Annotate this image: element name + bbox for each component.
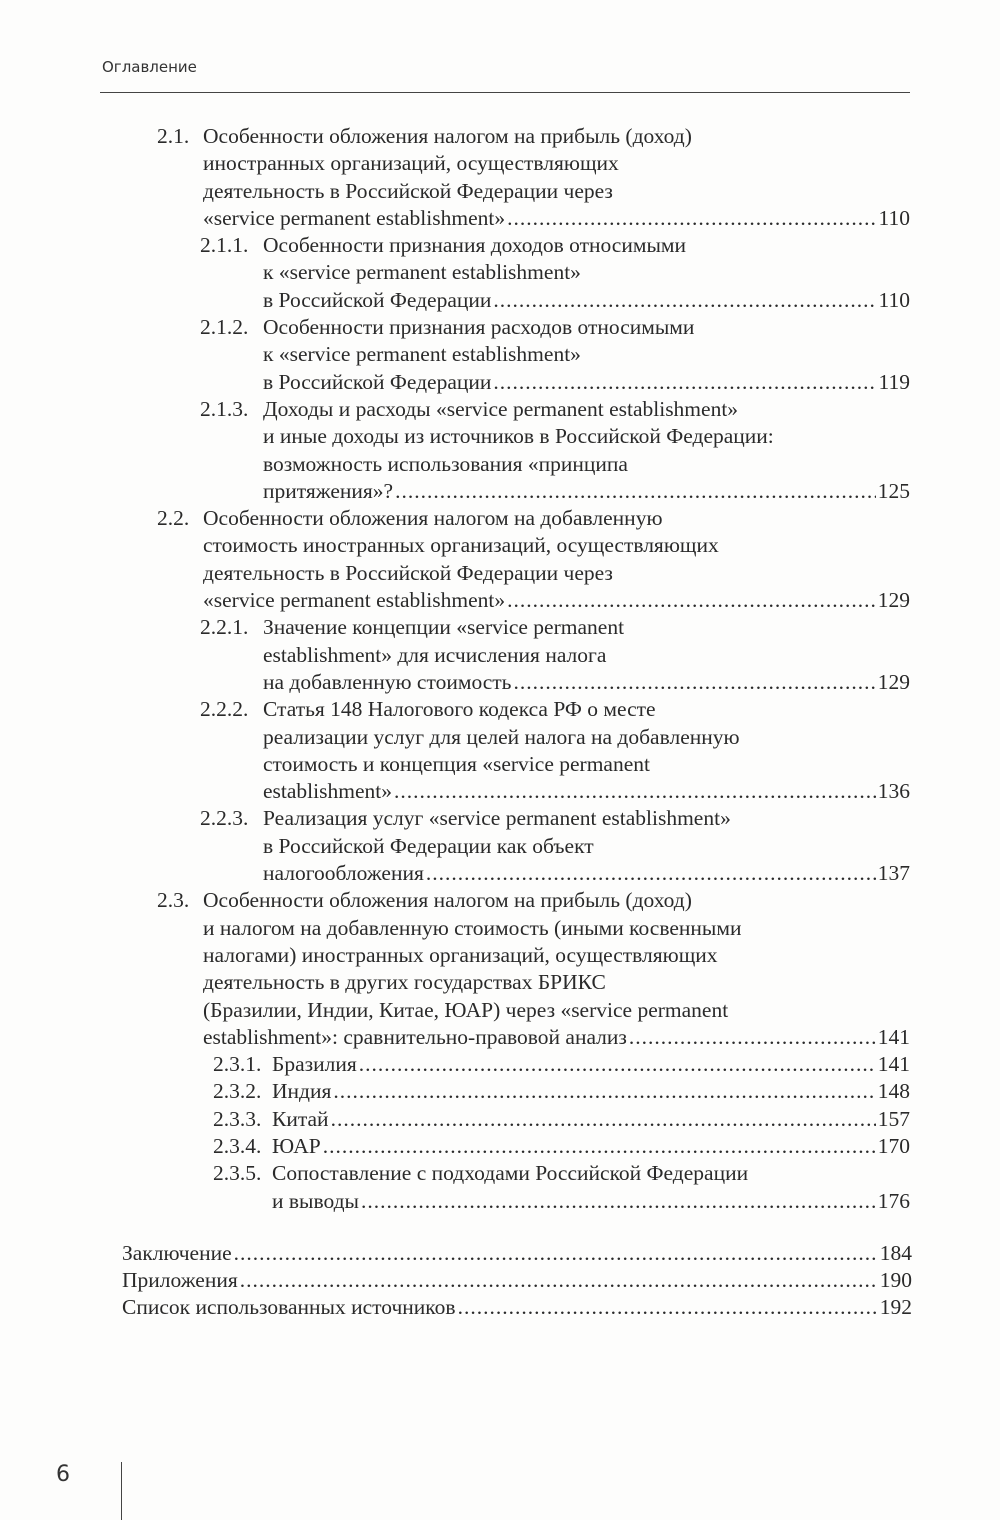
toc-entry[interactable] — [0, 1267, 1000, 1294]
toc-entry-text: Особенности обложения налогом на добавленную — [203, 506, 663, 531]
toc-entry[interactable] — [0, 614, 1000, 696]
toc-entry-text: Значение концепции «service permanent — [263, 615, 625, 640]
toc-entry-text: Доходы и расходы «service permanent establishment» — [263, 396, 739, 421]
toc-entry-text: и налогом на добавленную стоимость (иными косвенными — [203, 915, 742, 940]
toc-entry-number: 2.3.2. — [213, 1079, 262, 1104]
toc-entry-line — [0, 942, 910, 969]
toc-page-number: 170 — [877, 1133, 910, 1158]
toc-entry[interactable] — [0, 887, 1000, 1051]
toc-entry-line — [0, 833, 910, 860]
dot-leader — [426, 860, 876, 887]
toc-page-number: 141 — [877, 1024, 910, 1049]
toc-page-number: 190 — [879, 1268, 912, 1293]
toc-entry-text: к «service permanent establishment» — [263, 342, 581, 367]
toc-entry-line — [0, 423, 910, 450]
dot-leader — [629, 1024, 876, 1051]
toc-entry-text: и иные доходы из источников в Российской Федерации: — [263, 424, 774, 449]
toc-entry-text: establishment» — [263, 779, 392, 804]
toc-entry-line — [0, 997, 910, 1024]
toc-entry-text: Сопоставление с подходами Российской Федерации — [272, 1161, 749, 1186]
toc-entry-line — [0, 805, 910, 832]
dot-leader — [458, 1294, 878, 1321]
running-header: Оглавление — [102, 58, 197, 76]
toc-entry-line — [0, 778, 910, 805]
toc-entry-text: налогообложения — [263, 861, 424, 886]
toc-entry-text: Особенности признания расходов относимыми — [263, 315, 695, 340]
toc-entry-line — [0, 1188, 910, 1215]
toc-entry-line — [0, 751, 910, 778]
dot-leader — [394, 778, 876, 805]
toc-entry-text: возможность использования «принципа — [263, 451, 628, 476]
toc-page-number: 184 — [879, 1240, 912, 1265]
toc-entry-text: (Бразилии, Индии, Китае, ЮАР) через «service permanent — [203, 997, 729, 1022]
dot-leader — [493, 287, 876, 314]
toc-entry-line — [0, 1267, 912, 1294]
toc-page-number: 125 — [877, 478, 910, 503]
toc-entry-number: 2.2.3. — [200, 806, 249, 831]
toc-entry-text: Бразилия — [272, 1052, 357, 1077]
toc-entry-line — [0, 614, 910, 641]
page-number: 6 — [56, 1462, 70, 1487]
toc-entry-text: Особенности признания доходов относимыми — [263, 233, 687, 258]
toc-entry-line — [0, 1024, 910, 1051]
toc-entry-text: ЮАР — [272, 1133, 321, 1158]
toc-entry-text: в Российской Федерации — [263, 287, 492, 312]
toc-entry-line — [0, 1294, 912, 1321]
toc-entry-line — [0, 560, 910, 587]
dot-leader — [331, 1106, 876, 1133]
toc-entry-text: establishment»: сравнительно-правовой анализ — [203, 1024, 627, 1049]
toc-entry-line — [0, 696, 910, 723]
table-of-contents — [0, 123, 1000, 1322]
dot-leader — [513, 669, 875, 696]
toc-entry[interactable] — [0, 696, 1000, 805]
toc-entry-text: Список использованных источников — [122, 1295, 456, 1320]
toc-entry-line — [0, 669, 910, 696]
toc-page-number: 141 — [877, 1052, 910, 1077]
toc-page-number: 137 — [877, 861, 910, 886]
toc-entry[interactable] — [0, 1240, 1000, 1267]
toc-entry-number: 2.3. — [157, 888, 190, 913]
toc-entry-text: в Российской Федерации — [263, 369, 492, 394]
toc-entry-line — [0, 341, 910, 368]
toc-entry-text: стоимость и концепция «service permanent — [263, 751, 650, 776]
toc-entry-line — [0, 1160, 910, 1187]
toc-entry-number: 2.1. — [157, 124, 190, 148]
section-gap — [0, 1215, 1000, 1240]
toc-entry-text: стоимость иностранных организаций, осуществляющих — [203, 533, 719, 558]
dot-leader — [240, 1267, 878, 1294]
toc-entry-line — [0, 478, 910, 505]
dot-leader — [507, 587, 876, 614]
toc-entry-line — [0, 150, 910, 177]
toc-entry-line — [0, 396, 910, 423]
toc-entry-line — [0, 314, 910, 341]
toc-entry-line — [0, 860, 910, 887]
toc-entry-text: establishment» для исчисления налога — [263, 642, 607, 667]
toc-entry[interactable] — [0, 1078, 1000, 1105]
toc-entry-number: 2.3.1. — [213, 1052, 262, 1077]
toc-entry-line — [0, 1051, 910, 1078]
toc-entry[interactable] — [0, 1106, 1000, 1133]
toc-entry-text: Приложения — [122, 1268, 238, 1293]
toc-page-number: 129 — [877, 669, 910, 694]
toc-entry-line — [0, 287, 910, 314]
dot-leader — [395, 478, 876, 505]
toc-entry-line — [0, 259, 910, 286]
toc-entry-text: иностранных организаций, осуществляющих — [203, 151, 619, 176]
toc-entry[interactable] — [0, 396, 1000, 505]
toc-entry[interactable] — [0, 1133, 1000, 1160]
toc-page-number: 148 — [877, 1079, 910, 1104]
toc-entry-number: 2.1.1. — [200, 233, 249, 258]
toc-entry-text: Индия — [272, 1079, 332, 1104]
toc-entry-number: 2.1.2. — [200, 315, 249, 340]
toc-entry-text: Особенности обложения налогом на прибыль (доход) — [203, 124, 692, 148]
toc-page-number: 110 — [878, 205, 910, 230]
toc-entry-text: «service permanent establishment» — [203, 588, 506, 613]
toc-entry-line — [0, 642, 910, 669]
toc-entry[interactable] — [0, 1160, 1000, 1215]
toc-entry-text: деятельность в других государствах БРИКС — [203, 970, 606, 995]
toc-entry-line — [0, 532, 910, 559]
toc-entry-line — [0, 1106, 910, 1133]
toc-entry-line — [0, 1133, 910, 1160]
toc-entry-number: 2.1.3. — [200, 396, 249, 421]
toc-page-number: 192 — [879, 1295, 912, 1320]
toc-entry-text: Реализация услуг «service permanent establishment» — [263, 806, 731, 831]
toc-entry-number: 2.3.5. — [213, 1161, 262, 1186]
dot-leader — [234, 1240, 878, 1267]
toc-entry-text: деятельность в Российской Федерации через — [203, 178, 613, 203]
toc-entry[interactable] — [0, 805, 1000, 887]
dot-leader — [493, 369, 876, 396]
toc-entry-text: реализации услуг для целей налога на добавленную — [263, 724, 740, 749]
toc-entry-line — [0, 232, 910, 259]
toc-entry-text: налогами) иностранных организаций, осуществляющих — [203, 942, 718, 967]
toc-entry-line — [0, 887, 910, 914]
toc-entry-number: 2.2. — [157, 506, 190, 531]
toc-entry[interactable] — [0, 232, 1000, 314]
toc-entry[interactable] — [0, 123, 1000, 232]
toc-page-number: 119 — [878, 369, 910, 394]
toc-page-number: 136 — [877, 779, 910, 804]
toc-entry-line — [0, 1240, 912, 1267]
toc-entry-line — [0, 1078, 910, 1105]
toc-entry-line — [0, 205, 910, 232]
toc-entry[interactable] — [0, 314, 1000, 396]
toc-entry-number: 2.2.2. — [200, 697, 249, 722]
toc-entry-line — [0, 123, 910, 150]
toc-entry-text: и выводы — [272, 1188, 359, 1213]
toc-entry-text: Особенности обложения налогом на прибыль (доход) — [203, 888, 692, 913]
toc-entry-number: 2.3.3. — [213, 1106, 262, 1131]
toc-entry[interactable] — [0, 505, 1000, 614]
toc-entry-line — [0, 505, 910, 532]
toc-entry-text: на добавленную стоимость — [263, 669, 512, 694]
header-rule — [100, 92, 910, 93]
toc-entry-number: 2.3.4. — [213, 1133, 262, 1158]
toc-entry-text: Заключение — [122, 1240, 232, 1265]
toc-entry-line — [0, 724, 910, 751]
toc-entry-text: Статья 148 Налогового кодекса РФ о месте — [263, 697, 656, 722]
dot-leader — [361, 1188, 876, 1215]
toc-entry-text: притяжения»? — [263, 478, 394, 503]
toc-page-number: 176 — [877, 1188, 910, 1213]
toc-entry[interactable] — [0, 1294, 1000, 1321]
toc-entry-text: в Российской Федерации как объект — [263, 833, 594, 858]
toc-page-number: 110 — [878, 287, 910, 312]
dot-leader — [323, 1133, 876, 1160]
page-number-rule — [121, 1462, 122, 1520]
toc-entry-text: к «service permanent establishment» — [263, 260, 581, 285]
toc-entry-line — [0, 451, 910, 478]
dot-leader — [507, 205, 876, 232]
toc-entry-text: Китай — [272, 1106, 329, 1131]
toc-page-number: 157 — [877, 1106, 910, 1131]
toc-page-number: 129 — [877, 588, 910, 613]
toc-entry-text: деятельность в Российской Федерации через — [203, 560, 613, 585]
toc-entry-line — [0, 369, 910, 396]
toc-entry-line — [0, 915, 910, 942]
toc-entry[interactable] — [0, 1051, 1000, 1078]
toc-entry-line — [0, 969, 910, 996]
toc-entry-line — [0, 587, 910, 614]
dot-leader — [359, 1051, 876, 1078]
toc-entry-line — [0, 178, 910, 205]
toc-entry-text: «service permanent establishment» — [203, 205, 506, 230]
dot-leader — [333, 1078, 875, 1105]
toc-entry-number: 2.2.1. — [200, 615, 249, 640]
